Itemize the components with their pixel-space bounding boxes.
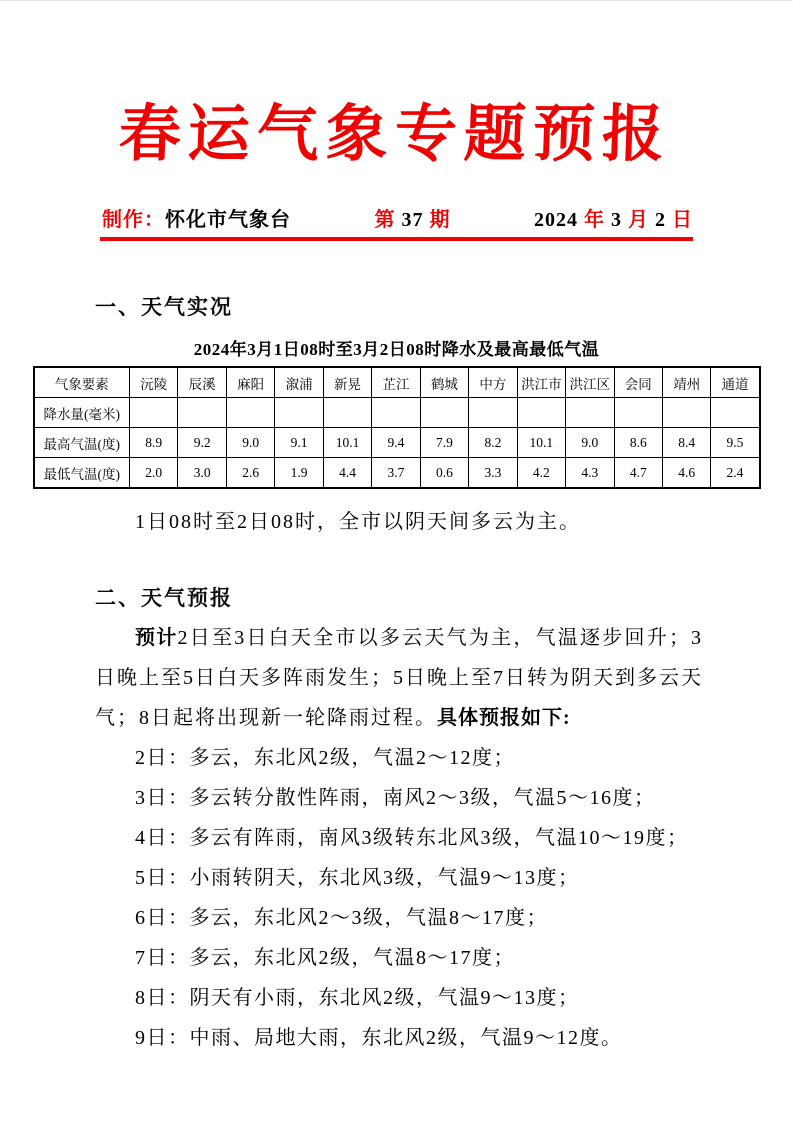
value-cell: 9.4 <box>372 428 420 458</box>
value-cell: 8.9 <box>130 428 178 458</box>
daily-forecast-item: 6日：多云，东北风2～3级，气温8～17度； <box>135 907 548 929</box>
observation-text: 1日08时至2日08时，全市以阴天间多云为主。 <box>135 511 581 533</box>
section2-heading: 二、天气预报 <box>95 587 233 610</box>
document-title: 春运气象专题预报 <box>117 101 673 169</box>
daily-forecast-item: 3日：多云转分散性阵雨，南风2～3级，气温5～16度； <box>135 787 656 809</box>
value-cell: 3.0 <box>178 458 226 489</box>
header-cell-station: 中方 <box>469 367 517 398</box>
issue-date <box>534 203 693 232</box>
value-cell: 9.0 <box>226 428 274 458</box>
row-label-cell: 降水量(毫米) <box>34 398 130 428</box>
header-cell-station: 沅陵 <box>130 367 178 398</box>
value-cell: 1.9 <box>275 458 323 489</box>
header-cell-station: 鹤城 <box>420 367 468 398</box>
value-cell <box>711 398 760 428</box>
section1-heading: 一、天气实况 <box>95 296 233 319</box>
value-cell: 4.4 <box>323 458 371 489</box>
value-cell <box>517 398 565 428</box>
value-cell: 10.1 <box>323 428 371 458</box>
value-cell: 9.0 <box>566 428 614 458</box>
header-cell-station: 靖州 <box>662 367 710 398</box>
producer-name: 怀化市气象台 <box>165 209 291 231</box>
issue-prefix: 第 <box>374 209 396 231</box>
date-year: 2024 <box>534 209 578 231</box>
header-cell-factor: 气象要素 <box>34 367 130 398</box>
forecast-tail: 具体预报如下: <box>437 707 571 729</box>
value-cell: 8.2 <box>469 428 517 458</box>
table-header-row <box>34 367 760 398</box>
value-cell: 3.7 <box>372 458 420 489</box>
value-cell: 7.9 <box>420 428 468 458</box>
value-cell <box>226 398 274 428</box>
value-cell: 2.0 <box>130 458 178 489</box>
value-cell: 4.6 <box>662 458 710 489</box>
date-day-unit: 日 <box>672 209 693 231</box>
value-cell: 3.3 <box>469 458 517 489</box>
weather-table <box>33 366 761 489</box>
value-cell <box>662 398 710 428</box>
value-cell <box>275 398 323 428</box>
forecast-paragraph <box>95 618 703 738</box>
value-cell: 9.5 <box>711 428 760 458</box>
value-cell <box>372 398 420 428</box>
meta-bar <box>102 203 693 232</box>
header-cell-station: 辰溪 <box>178 367 226 398</box>
header-cell-station: 新晃 <box>323 367 371 398</box>
issue-value: 37 <box>401 209 424 231</box>
value-cell: 4.7 <box>614 458 662 489</box>
table-row <box>34 428 760 458</box>
date-month: 3 <box>611 209 622 231</box>
daily-forecast-item: 4日：多云有阵雨，南风3级转东北风3级，气温10～19度； <box>135 827 689 849</box>
value-cell: 10.1 <box>517 428 565 458</box>
header-cell-station: 芷江 <box>372 367 420 398</box>
value-cell: 8.4 <box>662 428 710 458</box>
value-cell: 9.2 <box>178 428 226 458</box>
header-cell-station: 洪江区 <box>566 367 614 398</box>
producer-label: 制作： <box>102 209 165 231</box>
header-cell-station: 通道 <box>711 367 760 398</box>
value-cell <box>566 398 614 428</box>
value-cell <box>178 398 226 428</box>
value-cell: 4.2 <box>517 458 565 489</box>
value-cell <box>130 398 178 428</box>
value-cell: 8.6 <box>614 428 662 458</box>
header-cell-station: 洪江市 <box>517 367 565 398</box>
table-row <box>34 458 760 489</box>
value-cell <box>323 398 371 428</box>
value-cell: 2.6 <box>226 458 274 489</box>
header-cell-station: 溆浦 <box>275 367 323 398</box>
date-day: 2 <box>655 209 666 231</box>
daily-forecast-list <box>135 738 793 1058</box>
producer <box>102 203 291 232</box>
value-cell <box>469 398 517 428</box>
header-divider <box>100 237 693 241</box>
daily-forecast-item: 9日：中雨、局地大雨，东北风2级，气温9～12度。 <box>135 1027 623 1049</box>
value-cell <box>420 398 468 428</box>
forecast-body: 2日至3日白天全市以多云天气为主，气温逐步回升；3日晚上至5日白天多阵雨发生；5日晚上至7日转为阴天到多云天气；8日起将出现新一轮降雨过程。 <box>95 627 704 729</box>
weather-table-caption: 2024年3月1日08时至3月2日08时降水及最高最低气温 <box>193 340 600 359</box>
table-row <box>34 398 760 428</box>
date-month-unit: 月 <box>628 209 649 231</box>
value-cell <box>614 398 662 428</box>
value-cell: 9.1 <box>275 428 323 458</box>
issue-suffix: 期 <box>429 209 451 231</box>
date-year-unit: 年 <box>584 209 605 231</box>
daily-forecast-item: 7日：多云，东北风2级，气温8～17度； <box>135 947 515 969</box>
forecast-lead: 预计 <box>135 627 178 649</box>
issue-number <box>375 203 451 232</box>
header-cell-station: 会同 <box>614 367 662 398</box>
value-cell: 0.6 <box>420 458 468 489</box>
daily-forecast-item: 5日：小雨转阴天，东北风3级，气温9～13度； <box>135 867 580 889</box>
value-cell: 4.3 <box>566 458 614 489</box>
row-label-cell: 最低气温(度) <box>34 458 130 489</box>
daily-forecast-item: 2日：多云，东北风2级，气温2～12度； <box>135 747 515 769</box>
daily-forecast-item: 8日：阴天有小雨，东北风2级，气温9～13度； <box>135 987 580 1009</box>
value-cell: 2.4 <box>711 458 760 489</box>
row-label-cell: 最高气温(度) <box>34 428 130 458</box>
header-cell-station: 麻阳 <box>226 367 274 398</box>
